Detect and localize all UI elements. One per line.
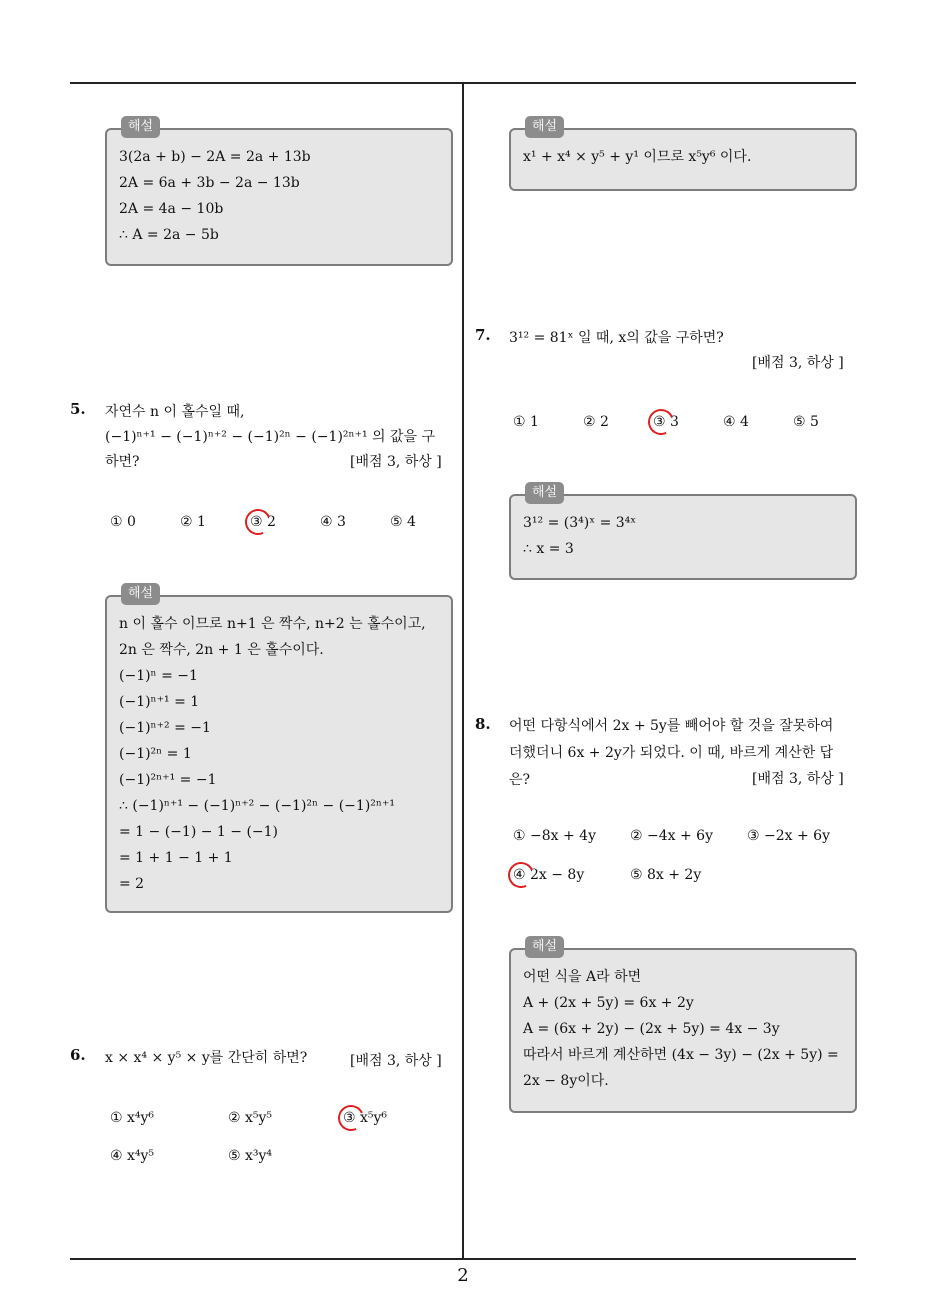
solution-tag: 해설 <box>121 583 160 605</box>
column-divider <box>462 83 464 1259</box>
question-line: 하면? <box>105 454 140 470</box>
question-line: (−1)ⁿ⁺¹ − (−1)ⁿ⁺² − (−1)²ⁿ − (−1)²ⁿ⁺¹ 의 값을 구 <box>105 429 436 445</box>
question-number-5: 5. <box>70 400 86 418</box>
option-1[interactable]: ① −8x + 4y <box>513 828 596 844</box>
option-2[interactable]: ② 2 <box>583 414 609 430</box>
solution-line: A = (6x + 2y) − (2x + 5y) = 4x − 3y <box>523 1021 780 1037</box>
option-1[interactable]: ① 1 <box>513 414 539 430</box>
option-4[interactable]: ④ x⁴y⁵ <box>110 1148 155 1164</box>
answer-mark-circle <box>644 405 677 438</box>
option-2[interactable]: ② x⁵y⁵ <box>228 1110 273 1126</box>
points-label: [배점 3, 하상 ] <box>350 454 442 470</box>
option-5[interactable]: ⑤ x³y⁴ <box>228 1148 273 1164</box>
solution-line: 2x − 8y이다. <box>523 1073 609 1089</box>
solution-line: ∴ A = 2a − 5b <box>119 227 219 243</box>
question-number-8: 8. <box>475 715 491 733</box>
solution-line: = 2 <box>119 876 145 892</box>
option-2[interactable]: ② −4x + 6y <box>630 828 713 844</box>
option-3[interactable]: ③ 2 <box>250 514 276 530</box>
solution-box-q8 <box>509 939 857 1113</box>
solution-line: 3¹² = (3⁴)ˣ = 3⁴ˣ <box>523 515 637 531</box>
solution-line: ∴ x = 3 <box>523 541 574 557</box>
page-number: 2 <box>457 1265 469 1286</box>
solution-box-q7 <box>509 485 857 580</box>
solution-line: 2A = 4a − 10b <box>119 201 224 217</box>
option-1[interactable]: ① x⁴y⁶ <box>110 1110 155 1126</box>
bottom-rule <box>70 1258 856 1260</box>
solution-line: n 이 홀수 이므로 n+1 은 짝수, n+2 는 홀수이고, <box>119 616 426 632</box>
points-label: [배점 3, 하상 ] <box>350 1053 442 1069</box>
solution-line: 2A = 6a + 3b − 2a − 13b <box>119 175 300 191</box>
option-4[interactable]: ④ 4 <box>723 414 749 430</box>
option-3[interactable]: ③ 3 <box>653 414 679 430</box>
solution-line: 따라서 바르게 계산하면 (4x − 3y) − (2x + 5y) = <box>523 1047 839 1063</box>
points-label: [배점 3, 하상 ] <box>752 355 844 371</box>
solution-box-q4 <box>105 119 453 266</box>
solution-line: 어떤 식을 A라 하면 <box>523 969 642 985</box>
solution-tag: 해설 <box>121 116 160 138</box>
question-7-text: 3¹² = 81ˣ 일 때, x의 값을 구하면? <box>509 330 724 346</box>
question-line: 어떤 다항식에서 2x + 5y를 빼어야 할 것을 잘못하여 <box>509 718 834 734</box>
solution-line: 3(2a + b) − 2A = 2a + 13b <box>119 149 311 165</box>
solution-line: (−1)ⁿ⁺² = −1 <box>119 720 211 736</box>
solution-box-q6 <box>509 119 857 191</box>
question-line: 자연수 n 이 홀수일 때, <box>105 404 245 420</box>
option-2[interactable]: ② 1 <box>180 514 206 530</box>
question-line: 은? <box>509 772 531 788</box>
solution-line: (−1)²ⁿ = 1 <box>119 746 192 762</box>
solution-line: (−1)ⁿ = −1 <box>119 668 198 684</box>
question-line: 더했더니 6x + 2y가 되었다. 이 때, 바르게 계산한 답 <box>509 745 834 761</box>
option-4[interactable]: ④ 2x − 8y <box>513 867 585 883</box>
option-1[interactable]: ① 0 <box>110 514 136 530</box>
points-label: [배점 3, 하상 ] <box>752 771 844 787</box>
question-number-7: 7. <box>475 326 491 344</box>
solution-box-q5 <box>105 586 453 913</box>
solution-tag: 해설 <box>525 482 564 504</box>
option-3[interactable]: ③ −2x + 6y <box>747 828 830 844</box>
solution-line: ∴ (−1)ⁿ⁺¹ − (−1)ⁿ⁺² − (−1)²ⁿ − (−1)²ⁿ⁺¹ <box>119 798 395 814</box>
question-6-text: x × x⁴ × y⁵ × y를 간단히 하면? <box>105 1050 308 1066</box>
option-5[interactable]: ⑤ 8x + 2y <box>630 867 702 883</box>
solution-line: = 1 − (−1) − 1 − (−1) <box>119 824 279 840</box>
solution-line: (−1)²ⁿ⁺¹ = −1 <box>119 772 217 788</box>
option-4[interactable]: ④ 3 <box>320 514 346 530</box>
solution-tag: 해설 <box>525 936 564 958</box>
answer-mark-circle <box>504 858 537 891</box>
option-3[interactable]: ③ x⁵y⁶ <box>343 1110 388 1126</box>
solution-tag: 해설 <box>525 116 564 138</box>
option-5[interactable]: ⑤ 5 <box>793 414 819 430</box>
question-number-6: 6. <box>70 1046 86 1064</box>
answer-mark-circle <box>241 505 274 538</box>
solution-line: x¹ + x⁴ × y⁵ + y¹ 이므로 x⁵y⁶ 이다. <box>523 149 752 165</box>
option-5[interactable]: ⑤ 4 <box>390 514 416 530</box>
solution-line: A + (2x + 5y) = 6x + 2y <box>523 995 694 1011</box>
solution-line: (−1)ⁿ⁺¹ = 1 <box>119 694 200 710</box>
solution-line: = 1 + 1 − 1 + 1 <box>119 850 233 866</box>
answer-mark-circle <box>334 1101 367 1134</box>
solution-line: 2n 은 짝수, 2n + 1 은 홀수이다. <box>119 642 324 658</box>
